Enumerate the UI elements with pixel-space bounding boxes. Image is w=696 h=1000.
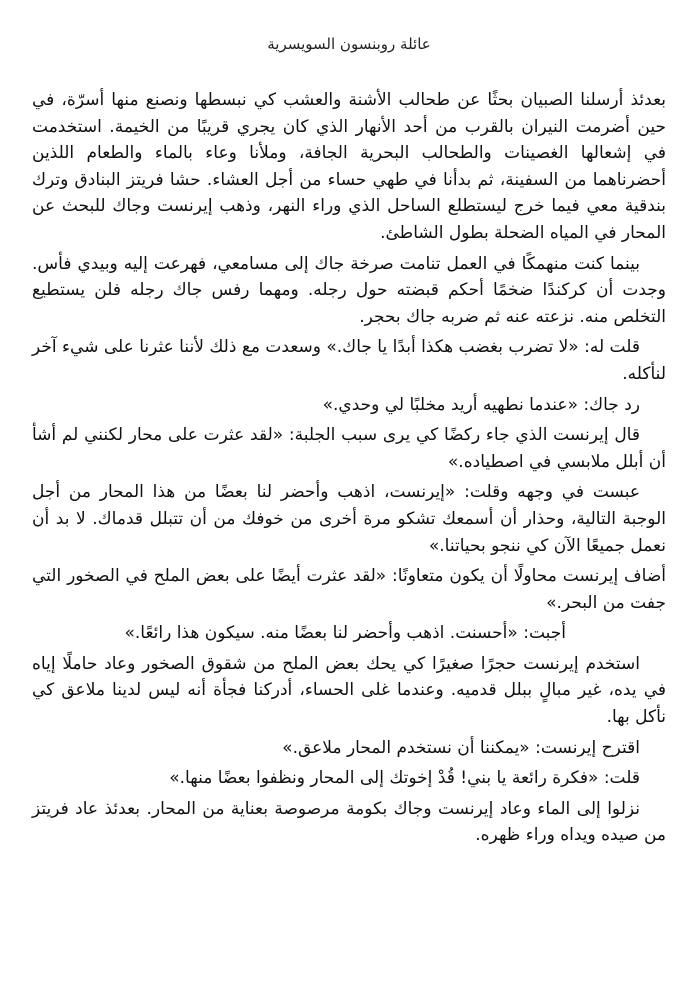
paragraph-4: رد جاك: «عندما نطهيه أريد مخلبًا لي وحدي.»: [322, 394, 640, 415]
paragraph-12: نزلوا إلى الماء وعاد إيرنست وجاك بكومة مرصوصة بعناية من المحار. بعدئذ عاد فريتز من صيده ويداه وراء ظهره.: [32, 798, 666, 846]
paragraph-5: قال إيرنست الذي جاء ركضًا كي يرى سبب الجلبة: «لقد عثرت على محار لكنني لم أشأ أن أبلل ملابسي في اصطياده.»: [32, 425, 666, 472]
story-text: [32, 87, 666, 853]
paragraph-10: اقترح إيرنست: «يمكننا أن نستخدم المحار ملاعق.»: [282, 737, 640, 758]
paragraph-3: قلت له: «لا تضرب بغضب هكذا أبدًا يا جاك.» وسعدت مع ذلك لأننا عثرنا على شيء آخر لنأكله.: [32, 337, 666, 384]
paragraph-7: أضاف إيرنست محاولًا أن يكون متعاونًا: «لقد عثرت أيضًا على بعض الملح في الصخور التي جفت من البحر.»: [32, 566, 666, 613]
paragraph-1: بعدئذ أرسلنا الصبيان بحثًا عن طحالب الأشنة والعشب كي نبسطها ونصنع منها أسرّة، في حين أضرمت النيران بالقرب من أحد الأنهار الذي كان يجري قريبًا من الخيمة. استخدمت في إشعالها الغصينات والطحالب البحرية الجافة، وملأنا وعاء بالماء والطعام اللذين أحضرناهما من السفينة، ثم بدأنا في طهي حساء من أجل العشاء. حشا فريتز البنادق وترك بندقية معي فيما خرج ليستطلع الساحل الذي وراء النهر، وذهب إيرنست وجاك للبحث عن المحار في المياه الضحلة بطول الشاطئ.: [32, 90, 666, 243]
paragraph-11: قلت: «فكرة رائعة يا بني! قُدْ إخوتك إلى المحار ونظفوا بعضًا منها.»: [169, 768, 640, 789]
paragraph-9: استخدم إيرنست حجرًا صغيرًا كي يحك بعض الملح من شقوق الصخور وعاد حاملًا إياه في يده، غير مبالٍ ببلل قدميه. وعندما غلى الحساء، أدركنا فجأة أنه ليس لدينا ملاعق كي نأكل بها.: [32, 653, 666, 728]
paragraph-6: عبست في وجهه وقلت: «إيرنست، اذهب وأحضر لنا بعضًا من هذا المحار من أجل الوجبة التالية، وحذار أن أسمعك تشكو مرة أخرى من خوفك من أن تتبلل قدماك. لا بد أن نعمل جميعًا الآن كي ننجو بحياتنا.»: [32, 482, 666, 556]
running-header: عائلة روبنسون السويسرية: [267, 35, 431, 53]
book-page: [32, 0, 666, 1000]
paragraph-2: بينما كنت منهمكًا في العمل تنامت صرخة جاك إلى مسامعي، فهرعت إليه وبيدي فأس. وجدت أن كركندًا ضخمًا أحكم قبضته حول رجله. ومهما رفس جاك رجله فلن يستطيع التخلص منه. نزعته عنه ثم ضربه جاك بحجر.: [32, 253, 666, 327]
paragraph-8: أجبت: «أحسنت. اذهب وأحضر لنا بعضًا منه. سيكون هذا رائعًا.»: [124, 623, 566, 644]
